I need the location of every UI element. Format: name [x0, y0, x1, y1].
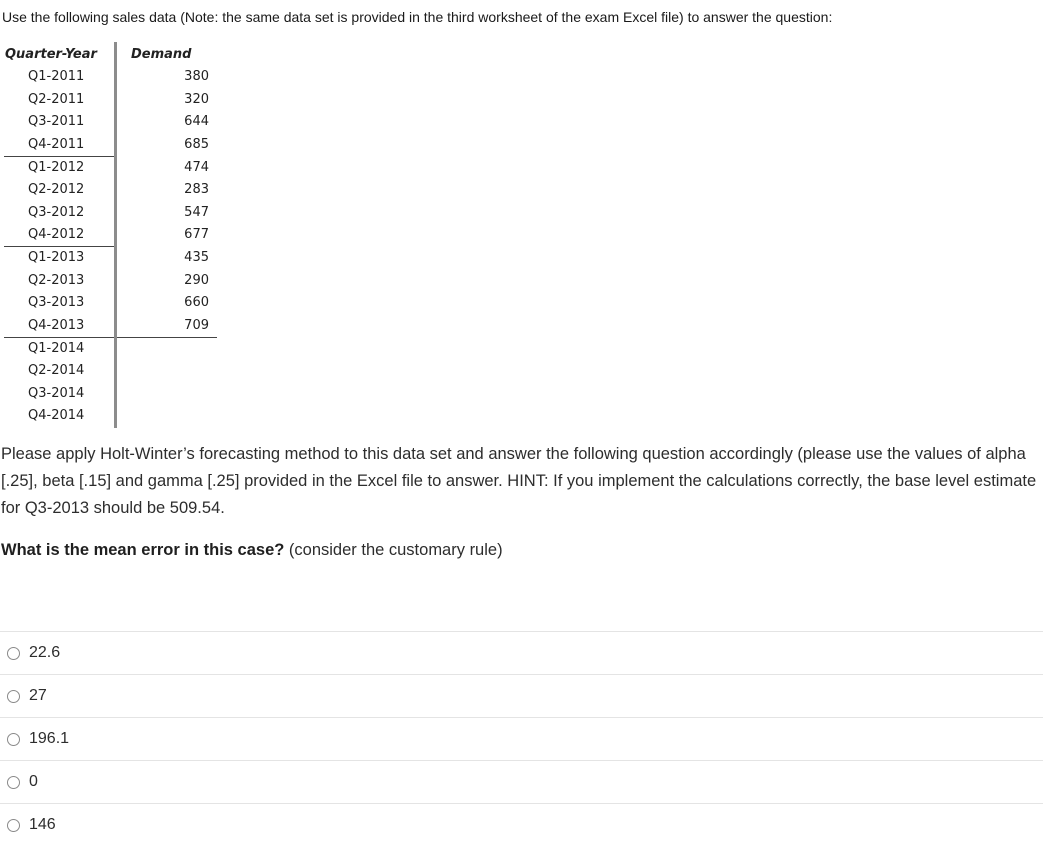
demand-cell: 474 [184, 159, 209, 175]
demand-cell: 677 [184, 227, 209, 243]
table-row [4, 315, 217, 338]
prompt-rest: (consider the customary rule) [284, 541, 503, 559]
question-text: Please apply Holt-Winter’s forecasting method to this data set and answer the following question accordingly (please use the values of alpha [.25], beta [.15] and gamma [.25] provided in the Excel file to answer. HINT: If you implement the calculations correctly, the base level estimate for Q3-2013 should be 509.54. [1, 445, 1037, 517]
demand-cell [116, 382, 218, 405]
option-label[interactable]: 196.1 [29, 730, 70, 747]
table-row [4, 405, 217, 428]
demand-cell: 283 [184, 182, 209, 198]
header-demand: Demand [131, 46, 192, 62]
answer-option[interactable] [0, 803, 1043, 846]
quarter-cell: Q4-2013 [4, 315, 116, 338]
option-label[interactable]: 0 [29, 773, 38, 790]
table-row [4, 111, 217, 134]
radio-button[interactable] [7, 647, 20, 660]
option-label[interactable]: 22.6 [29, 644, 61, 661]
radio-button[interactable] [7, 776, 20, 789]
sales-data-table [4, 42, 217, 428]
demand-cell: 685 [184, 137, 209, 153]
quarter-cell: Q3-2013 [4, 292, 116, 315]
quarter-cell: Q2-2011 [4, 89, 116, 112]
table-row [4, 382, 217, 405]
quarter-cell: Q4-2011 [4, 134, 116, 157]
answer-option[interactable] [0, 760, 1043, 803]
table-row [4, 247, 217, 270]
table-row [4, 89, 217, 112]
quarter-cell: Q3-2011 [4, 111, 116, 134]
demand-cell: 644 [184, 114, 209, 130]
table-row [4, 202, 217, 225]
quarter-cell: Q3-2012 [4, 202, 116, 225]
demand-cell: 320 [184, 91, 209, 107]
intro-text: Use the following sales data (Note: the same data set is provided in the third worksheet of the exam Excel file) to answer the question: [2, 9, 833, 25]
demand-cell: 435 [184, 250, 209, 266]
quarter-cell: Q2-2014 [4, 360, 116, 383]
table-row [4, 66, 217, 89]
table-row [4, 134, 217, 157]
option-label[interactable]: 27 [29, 687, 47, 704]
quarter-cell: Q4-2014 [4, 405, 116, 428]
answer-option[interactable] [0, 631, 1043, 674]
quarter-cell: Q1-2014 [4, 337, 116, 360]
radio-button[interactable] [7, 819, 20, 832]
demand-cell: 547 [184, 204, 209, 220]
table-row [4, 179, 217, 202]
quarter-cell: Q2-2012 [4, 179, 116, 202]
answer-options [0, 631, 1043, 846]
demand-cell [116, 360, 218, 383]
answer-option[interactable] [0, 717, 1043, 760]
demand-cell: 290 [184, 272, 209, 288]
demand-cell [116, 337, 218, 360]
quarter-cell: Q4-2012 [4, 224, 116, 247]
quarter-cell: Q3-2014 [4, 382, 116, 405]
question-prompt [1, 538, 503, 562]
radio-button[interactable] [7, 733, 20, 746]
header-quarter-year: Quarter-Year [4, 42, 116, 66]
quarter-cell: Q1-2013 [4, 247, 116, 270]
demand-cell: 660 [184, 295, 209, 311]
table-row [4, 224, 217, 247]
answer-option[interactable] [0, 674, 1043, 717]
table-row [4, 360, 217, 383]
table-row [4, 292, 217, 315]
table-row [4, 269, 217, 292]
prompt-bold: What is the mean error in this case? [1, 541, 285, 559]
quarter-cell: Q1-2011 [4, 66, 116, 89]
table-body [4, 66, 217, 428]
option-label[interactable]: 146 [29, 816, 56, 833]
radio-button[interactable] [7, 690, 20, 703]
table-row [4, 337, 217, 360]
demand-cell: 380 [184, 69, 209, 85]
quarter-cell: Q2-2013 [4, 269, 116, 292]
demand-cell [116, 405, 218, 428]
quarter-cell: Q1-2012 [4, 156, 116, 179]
table-row [4, 156, 217, 179]
demand-cell: 709 [116, 315, 218, 338]
